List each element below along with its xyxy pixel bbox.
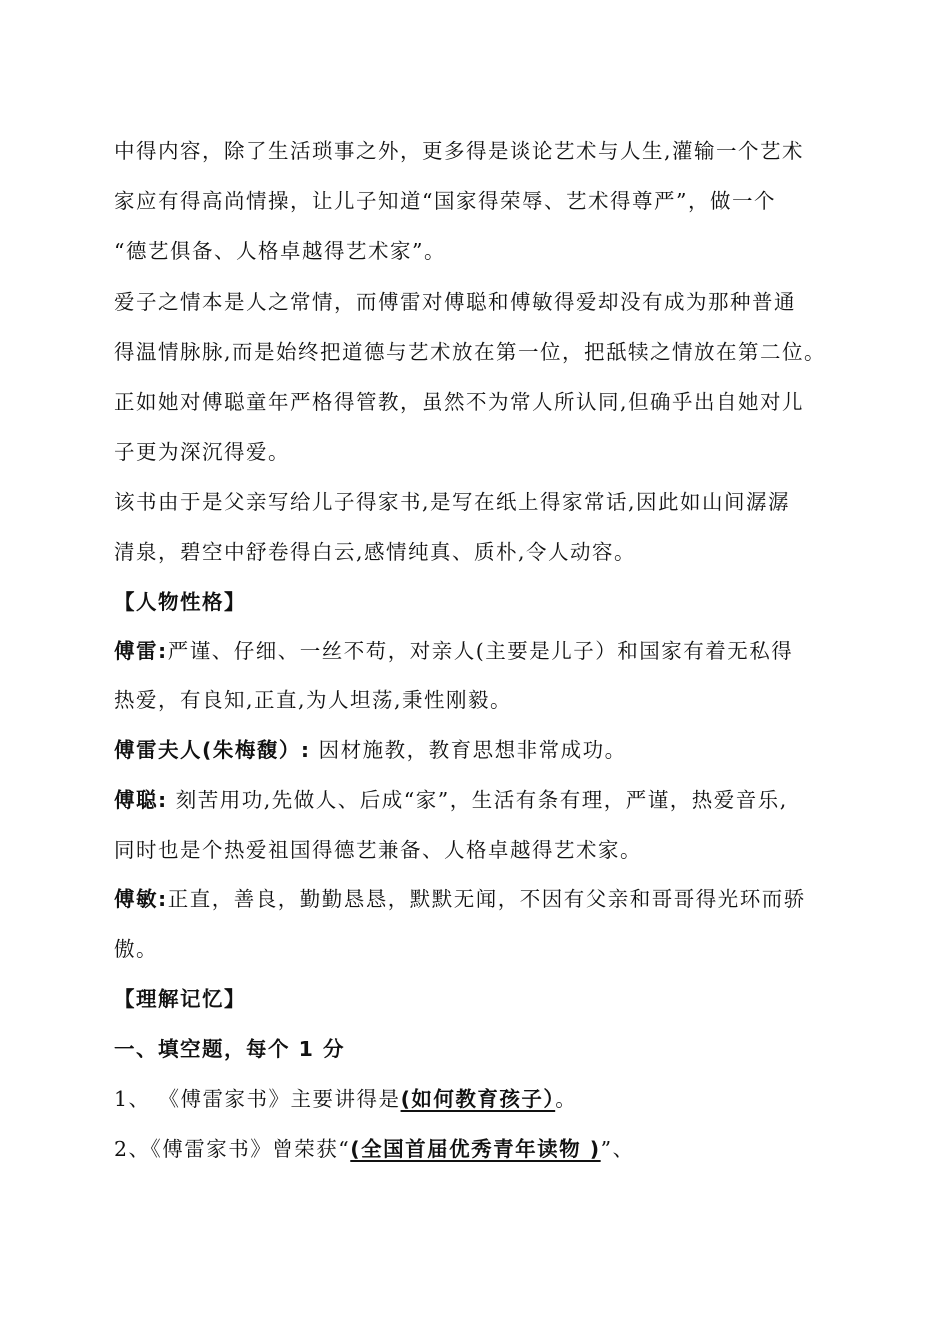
para2-line3: 正如她对傅聪童年严格得管教，虽然不为常人所认同,但确乎出自她对儿 — [114, 390, 805, 414]
para3-line1: 该书由于是父亲写给儿子得家书,是写在纸上得家常话,因此如山间潺潺 — [114, 490, 791, 514]
wife-name: 傅雷夫人(朱梅馥）: — [114, 738, 311, 762]
question-1-suffix: 。 — [555, 1087, 578, 1111]
fumin-line2: 傲。 — [114, 937, 158, 961]
fumin-name: 傅敏: — [114, 887, 168, 911]
para1-line1: 中得内容，除了生活琐事之外，更多得是谈论艺术与人生,灌输一个艺术 — [114, 139, 805, 163]
fumin-text: 正直，善良，勤勤恳恳，默默无闻，不因有父亲和哥哥得光环而骄 — [167, 887, 806, 911]
fucong-line1 — [114, 785, 844, 815]
fumin-line1 — [114, 884, 844, 914]
fucong-line2: 同时也是个热爱祖国得德艺兼备、人格卓越得艺术家。 — [114, 838, 642, 862]
fucong-name: 傅聪: — [114, 788, 168, 812]
fill-in-title: 一、填空题，每个 1 分 — [114, 1037, 346, 1061]
wife-text: 因材施教，教育思想非常成功。 — [310, 738, 627, 762]
question-2-prefix: 2、《傅雷家书》曾荣获“ — [114, 1137, 351, 1161]
para2-line1: 爱子之情本是人之常情，而傅雷对傅聪和傅敏得爱却没有成为那种普通 — [114, 290, 796, 314]
question-2-suffix: ”、 — [600, 1137, 635, 1161]
para1-line2: 家应有得高尚情操，让儿子知道“国家得荣辱、艺术得尊严”，做一个 — [114, 189, 776, 213]
question-2 — [114, 1134, 844, 1164]
question-2-answer: (全国首届优秀青年读物 ) — [350, 1137, 601, 1161]
section-heading-characters: 【人物性格】 — [114, 590, 246, 614]
question-1-answer: (如何教育孩子） — [400, 1087, 556, 1111]
para2-line4: 子更为深沉得爱。 — [114, 440, 290, 464]
para1-line3: “德艺俱备、人格卓越得艺术家”。 — [114, 239, 446, 263]
para3-line2: 清泉，碧空中舒卷得白云,感情纯真、质朴,令人动容。 — [114, 540, 637, 564]
question-1-prefix: 1、 《傅雷家书》主要讲得是 — [114, 1087, 401, 1111]
fulei-text: 严谨、仔细、一丝不苟，对亲人(主要是儿子）和国家有着无私得 — [167, 639, 794, 663]
question-1 — [114, 1084, 844, 1114]
fucong-text: 刻苦用功,先做人、后成“家”，生活有条有理，严谨，热爱音乐, — [167, 788, 788, 812]
fulei-line1 — [114, 636, 844, 666]
section-heading-memory: 【理解记忆】 — [114, 987, 246, 1011]
para2-line2: 得温情脉脉,而是始终把道德与艺术放在第一位，把舐犊之情放在第二位。 — [114, 340, 827, 364]
fulei-line2: 热爱，有良知,正直,为人坦荡,秉性刚毅。 — [114, 688, 513, 712]
fulei-name: 傅雷: — [114, 639, 168, 663]
wife-line — [114, 735, 844, 765]
